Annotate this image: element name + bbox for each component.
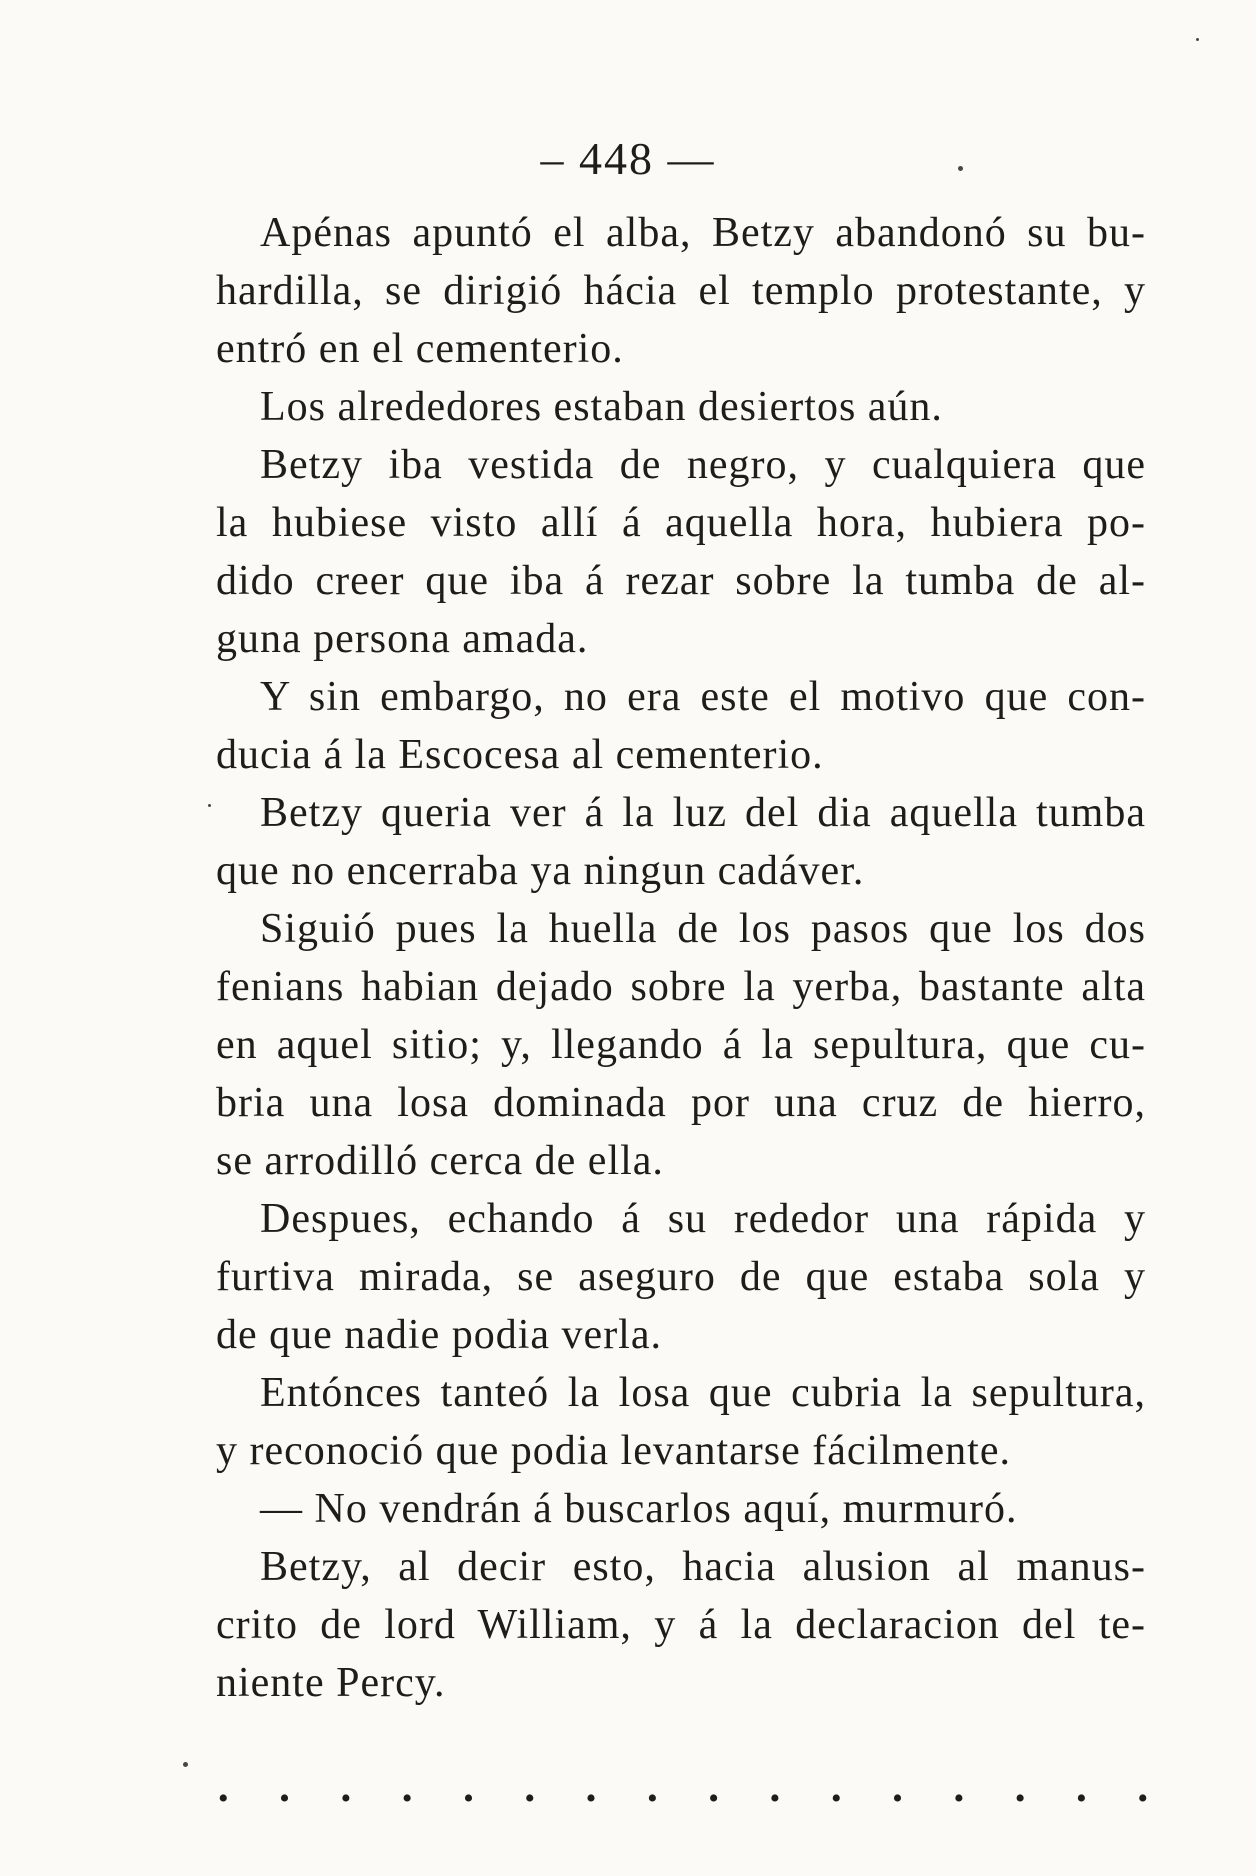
separator-dot: • [340, 1782, 352, 1815]
separator-dot: • [953, 1782, 965, 1815]
separator-dot: • [1076, 1782, 1087, 1815]
text-line: guna persona amada. [216, 616, 589, 662]
text-line: Apénas apuntó el alba, Betzy abandonó su bu- [260, 210, 1146, 256]
separator-dot: • [585, 1782, 597, 1815]
text-line: Entónces tanteó la losa que cubria la sepultura, [260, 1370, 1146, 1416]
text-line: la hubiese visto allí á aquella hora, hubiera po- [216, 500, 1146, 546]
text-line: Despues, echando á su rededor una rápida y [260, 1196, 1146, 1242]
text-line: y reconoció que podia levantarse fácilmente. [216, 1428, 1011, 1474]
ink-speck [208, 804, 211, 807]
ink-speck [958, 166, 963, 171]
text-line: crito de lord William, y á la declaracion del te- [216, 1602, 1146, 1648]
dotted-separator [218, 1784, 1148, 1814]
text-line: Betzy queria ver á la luz del dia aquella tumba [260, 790, 1146, 836]
ink-speck [183, 1762, 188, 1767]
text-line: se arrodilló cerca de ella. [216, 1138, 664, 1184]
text-line: Siguió pues la huella de los pasos que los dos [260, 906, 1146, 952]
ink-speck [1196, 38, 1199, 41]
text-line: entró en el cementerio. [216, 326, 624, 372]
separator-dot: • [708, 1782, 719, 1815]
separator-dot: • [1137, 1782, 1148, 1815]
separator-dot: • [830, 1782, 842, 1815]
text-line: en aquel sitio; y, llegando á la sepultura, que cu- [216, 1022, 1146, 1068]
separator-dot: • [1014, 1782, 1026, 1815]
text-line: hardilla, se dirigió hácia el templo protestante, y [216, 268, 1146, 314]
text-line: Los alrededores estaban desiertos aún. [260, 384, 943, 430]
separator-dot: • [892, 1782, 903, 1815]
text-line: fenians habian dejado sobre la yerba, bastante alta [216, 964, 1146, 1010]
text-line: ducia á la Escocesa al cementerio. [216, 732, 824, 778]
text-line: niente Percy. [216, 1660, 446, 1706]
text-line: Y sin embargo, no era este el motivo que con- [260, 674, 1146, 720]
separator-dot: • [524, 1782, 535, 1815]
text-line: Betzy, al decir esto, hacia alusion al manus- [260, 1544, 1146, 1590]
text-line: bria una losa dominada por una cruz de hierro, [216, 1080, 1146, 1126]
separator-dot: • [401, 1782, 413, 1815]
page-number: – 448 — [540, 133, 716, 184]
separator-dot: • [463, 1782, 474, 1815]
text-line: Betzy iba vestida de negro, y cualquiera que [260, 442, 1146, 488]
separator-dot: • [279, 1782, 290, 1815]
text-line: dido creer que iba á rezar sobre la tumba de al- [216, 558, 1146, 604]
separator-dot: • [218, 1782, 229, 1815]
text-line: que no encerraba ya ningun cadáver. [216, 848, 865, 894]
text-line: de que nadie podia verla. [216, 1312, 662, 1358]
separator-dot: • [769, 1782, 781, 1815]
separator-dot: • [647, 1782, 658, 1815]
text-line: — No vendrán á buscarlos aquí, murmuró. [260, 1486, 1018, 1532]
text-line: furtiva mirada, se aseguro de que estaba sola y [216, 1254, 1146, 1300]
body-text [216, 204, 1146, 1712]
